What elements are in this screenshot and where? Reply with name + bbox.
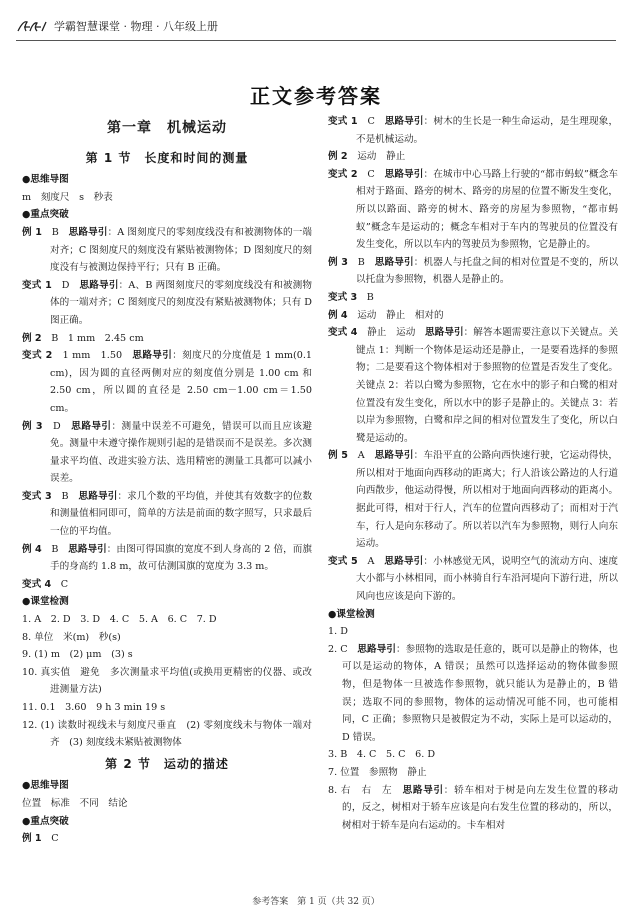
section-title: 第 1 节 长度和时间的测量 — [85, 150, 249, 165]
answer-item: 变式 2 1 mm 1.50 思路导引：刻度尺的分度值是 1 mm(0.1 cm)，因为圆的直径两侧对应的刻度值分别是 1.00 cm 和 2.50 cm，所以圆的直径是 2.50 cm－1.00 cm＝1.50 cm。 — [22, 350, 312, 414]
mindmap-heading: ●思维导图 — [22, 174, 69, 186]
mindmap-text: 位置 标准 不同 结论 — [22, 797, 128, 809]
page-title: 正文参考答案 — [250, 84, 382, 108]
answer-item: 变式 2 C 思路导引：在城市中心马路上行驶的“都市蚂蚁”概念车相对于路面、路旁的树木、路旁的房屋的位置不断发生变化，所以以路面、路旁的树木、路旁的房屋为参照物，“都市蚂蚁”概念车是运动的；概念车相对于车内的驾驶员的位置没有发生变化，所以以车内的驾驶员为参照物，它是静止的。 — [328, 168, 619, 251]
answer-item: 变式 1 D 思路导引：A、B 两图刻度尺的零刻度线没有和被测物体的一端对齐；C 图刻度尺的刻度没有紧贴被测物体；只有 D 图正确。 — [22, 279, 313, 326]
answer-item: 变式 3 B 思路导引：求几个数的平均值，并使其有效数字的位数和测量值相同即可，简单的方法是前面的数字照写，只求最后一位的平均值。 — [22, 490, 313, 538]
answer-item: 变式 4 C — [22, 578, 69, 590]
answer-item: 例 5 A 思路导引：车沿平直的公路向西快速行驶，它运动得快，所以相对于地面向西移动的距离大；行人沿该公路边的人行道向西散步，他运动得慢，所以相对于地面向西移动的距离小。据此可得，相对于行人，汽车的位置向西移动了；而相对于汽车，行人是向东移动了。所以若以汽车为参照物，则行人向东运动。 — [328, 450, 619, 550]
answer-item: 例 4 B 思路导引：由图可得国旗的宽度不到人身高的 2 倍，而旗手的身高约 1.8 m，故可估测国旗的宽度为 3.3 m。 — [22, 543, 313, 573]
answer-item: 2. C 思路导引：参照物的选取是任意的，既可以是静止的物体，也可以是运动的物体，A 错误；虽然可以选择运动的物体做参照物，但是物体一旦被选作参照物，就只能认为是静止的，B 错误；选取不同的参照物，物体的运动情况可能不同，也可能相同，C 正确；参照物只是被假定为不动，实际上是可以运动的，D 错误。 — [328, 643, 619, 743]
mindmap-text: m 刻度尺 s 秒表 — [22, 191, 113, 203]
page-header — [16, 18, 218, 34]
answer-item: 1. D — [328, 626, 348, 638]
left-column — [22, 116, 312, 848]
answer-item: 11. 0.1 3.60 9 h 3 min 19 s — [22, 702, 166, 713]
key-heading: ●重点突破 — [22, 209, 69, 221]
answer-item: 3. B 4. C 5. C 6. D — [328, 749, 436, 761]
page-footer: 参考答案 第 1 页（共 32 页） — [252, 897, 380, 907]
chapter-title: 第一章 机械运动 — [107, 120, 227, 136]
answer-item: 例 2 B 1 mm 2.45 cm — [22, 332, 144, 344]
answer-item: 8. 右 右 左 思路导引：轿车相对于树是向左发生位置的移动的，反之，树相对于轿车应该是向右发生位置的移动的，所以，树相对于轿车是向右运动的。卡车相对 — [328, 784, 619, 831]
section-title: 第 2 节 运动的描述 — [105, 756, 229, 771]
answer-item: 9. (1) m (2) μm (3) s — [22, 649, 133, 661]
class-test-heading: ●课堂检测 — [328, 608, 375, 620]
answer-item: 变式 3 B — [328, 291, 374, 303]
class-test-heading: ●课堂检测 — [22, 596, 69, 608]
brand-logo-icon — [16, 19, 50, 33]
answer-item: 变式 5 A 思路导引：小林感觉无风，说明空气的流动方向、速度大小都与小林相同，而小林骑自行车沿河堤向下游行进，所以风向也应该是向下游的。 — [328, 555, 619, 603]
answer-item: 变式 4 静止 运动 思路导引：解答本题需要注意以下关键点。关键点 1：判断一个物体是运动还是静止，一是要看选择的参照物；二是要看这个物体相对于参照物的位置是否发生了变化。关键点 2：若以白鹭为参照物，它在水中的影子和白鹭的相对位置没有发生变化，所以水中的影子是静止的。关键点 3：若以岸为参照物，白鹭和岸之间的相对位置发生了变化，所以白鹭是运动的。 — [328, 327, 619, 444]
answer-item: 12. (1) 读数时视线未与刻度尺垂直 (2) 零刻度线未与物体一端对齐 (3) 刻度线未紧贴被测物体 — [22, 719, 312, 749]
key-heading: ●重点突破 — [22, 815, 69, 827]
answer-item: 例 1 C — [22, 833, 59, 845]
answer-item: 7. 位置 参照物 静止 — [328, 766, 427, 778]
answer-item: 1. A 2. D 3. D 4. C 5. A 6. C 7. D — [22, 614, 217, 626]
right-column — [328, 113, 618, 834]
answer-item: 例 3 B 思路导引：机器人与托盘之间的相对位置是不变的，所以以托盘为参照物，机器人是静止的。 — [328, 256, 619, 286]
answer-item: 例 2 运动 静止 — [328, 151, 406, 163]
answer-item: 例 4 运动 静止 相对的 — [328, 309, 444, 321]
header-title: 学霸智慧课堂 · 物理 · 八年级上册 — [54, 20, 218, 33]
answer-item: 例 3 D 思路导引：测量中误差不可避免，错误可以而且应该避免。测量中未遵守操作规则引起的是错误而不是误差。多次测量求平均值、改进实验方法、选用精密的测量工具都可以减小误差。 — [22, 420, 313, 485]
answer-item: 8. 单位 米(m) 秒(s) — [22, 631, 121, 643]
answer-item: 10. 真实值 避免 多次测量求平均值(或换用更精密的仪器、或改进测量方法) — [22, 666, 312, 696]
mindmap-heading: ●思维导图 — [22, 780, 69, 792]
answer-item: 变式 1 C 思路导引：树木的生长是一种生命运动，是生理现象，不是机械运动。 — [328, 116, 619, 145]
header-divider — [16, 40, 616, 41]
answer-item: 例 1 B 思路导引：A 图刻度尺的零刻度线没有和被测物体的一端对齐；C 图刻度尺的刻度没有紧贴被测物体；D 图刻度尺的刻度没有与被测边保持平行；只有 B 正确。 — [22, 226, 313, 274]
